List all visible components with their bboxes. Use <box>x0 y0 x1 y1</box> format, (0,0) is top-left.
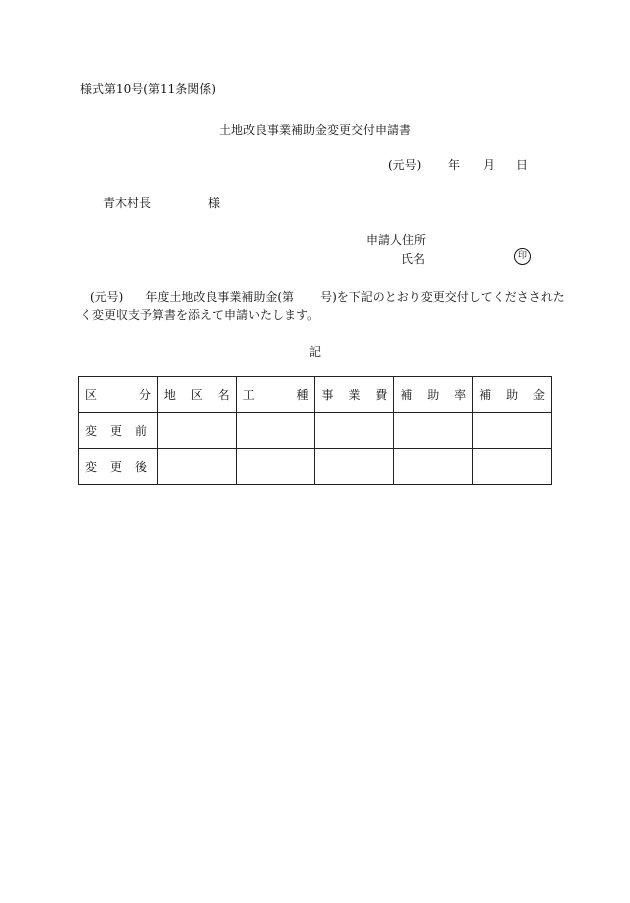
seal-mark: 印 <box>514 248 531 265</box>
date-day: 日 <box>516 158 529 172</box>
form-number: 様式第10号(第11条関係) <box>80 82 216 96</box>
row-label-after: 変 更 後 <box>79 449 158 485</box>
header-koushu: 工 種 <box>236 377 315 413</box>
table-row <box>79 449 552 485</box>
body-text-a: 年度土地改良事業補助金(第 <box>145 290 295 304</box>
cell-hojokin-after[interactable] <box>473 449 552 485</box>
row-label-before: 変 更 前 <box>79 413 158 449</box>
applicant-name-label: 氏名 <box>401 252 426 266</box>
cell-jigyouhi-after[interactable] <box>315 449 394 485</box>
cell-koushu-after[interactable] <box>236 449 315 485</box>
date-era: (元号) <box>388 158 422 172</box>
cell-koushu-before[interactable] <box>236 413 315 449</box>
header-jigyouhi: 事 業 費 <box>315 377 394 413</box>
cell-hojoritsu-before[interactable] <box>394 413 473 449</box>
header-chikumei: 地 区 名 <box>157 377 236 413</box>
date-month: 月 <box>483 158 496 172</box>
body-text-b: 号)を下記のとおり変更交付してくださされた <box>320 290 565 304</box>
ki-heading: 記 <box>308 345 321 359</box>
header-kubun: 区 分 <box>79 377 158 413</box>
table-row <box>79 413 552 449</box>
cell-chikumei-before[interactable] <box>157 413 236 449</box>
body-text-line-1 <box>80 288 565 305</box>
cell-jigyouhi-before[interactable] <box>315 413 394 449</box>
cell-hojoritsu-after[interactable] <box>394 449 473 485</box>
cell-chikumei-after[interactable] <box>157 449 236 485</box>
applicant-address-label: 申請人住所 <box>366 233 427 247</box>
change-summary-table <box>78 376 552 485</box>
date-year: 年 <box>448 158 461 172</box>
body-text-line-2: く変更収支予算書を添えて申請いたします。 <box>80 308 320 322</box>
document-title: 土地改良事業補助金変更交付申請書 <box>218 123 411 137</box>
table-header-row <box>79 377 552 413</box>
addressee-name: 青木村長 <box>103 196 152 210</box>
body-era: (元号) <box>90 290 124 304</box>
addressee-honorific: 様 <box>208 196 221 210</box>
header-hojoritsu: 補 助 率 <box>394 377 473 413</box>
header-hojokin: 補 助 金 <box>473 377 552 413</box>
cell-hojokin-before[interactable] <box>473 413 552 449</box>
